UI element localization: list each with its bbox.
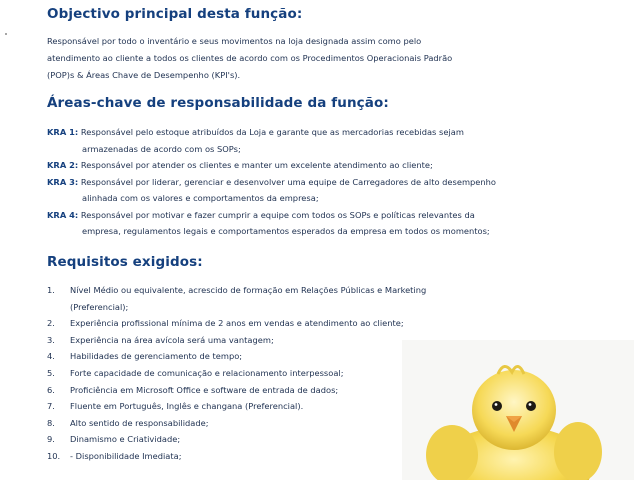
kra-item-3 <box>47 174 627 207</box>
kra-text: Responsável pelo estoque atribuídos da Loja e garante que as mercadorias recebidas sejam <box>80 127 464 137</box>
requirements-heading: Requisitos exigidos: <box>47 254 203 270</box>
objective-line: (POP)s & Áreas Chave de Desempenho (KPI's). <box>47 70 241 80</box>
kra-list <box>47 124 627 240</box>
kra-tag: KRA 4: <box>47 209 79 220</box>
requirement-text: - Disponibilidade Imediata; <box>70 450 182 461</box>
kra-tag: KRA 1: <box>47 127 79 137</box>
chick-eye-right <box>526 401 536 411</box>
requirement-text: Experiência na área avícola será uma vantagem; <box>70 334 274 345</box>
requirement-number: 1. <box>47 285 55 295</box>
objective-line: Responsável por todo o inventário e seus movimentos na loja designada assim como pelo <box>47 36 422 46</box>
requirement-item-continuation: (Preferencial); <box>70 301 129 312</box>
kra-item-2 <box>47 157 627 174</box>
kra-text: Responsável por motivar e fazer cumprir a equipe com todos os SOPs e políticas relevantes da <box>80 209 475 220</box>
requirement-number: 4. <box>47 351 55 362</box>
requirement-number: 8. <box>47 417 55 428</box>
chick-eye-left <box>492 401 502 411</box>
requirement-number: 9. <box>47 434 55 445</box>
requirement-number: 7. <box>47 401 55 412</box>
kra-text: Responsável por atender os clientes e manter um excelente atendimento ao cliente; <box>80 160 433 170</box>
kra-item-1 <box>47 124 627 157</box>
requirement-text: Habilidades de gerenciamento de tempo; <box>70 351 243 362</box>
requirement-text: Proficiência em Microsoft Office e software de entrada de dados; <box>70 384 339 395</box>
kra-text: armazenadas de acordo com os SOPs; <box>82 143 241 154</box>
requirement-text: Alto sentido de responsabilidade; <box>70 417 209 428</box>
kra-tag: KRA 2: <box>47 160 79 170</box>
chick-head <box>472 370 556 450</box>
requirement-item <box>47 315 607 332</box>
requirement-number: 2. <box>47 318 55 329</box>
requirement-number: 3. <box>47 334 55 345</box>
objective-heading: Objectivo principal desta função: <box>47 6 303 22</box>
requirement-number: 5. <box>47 367 55 378</box>
kra-text: alinhada com os valores e comportamentos da empresa; <box>82 193 319 203</box>
requirement-number: 10. <box>47 450 61 461</box>
kra-heading: Áreas-chave de responsabilidade da função: <box>47 95 389 111</box>
stray-dot <box>5 33 7 35</box>
requirement-text: Dinamismo e Criatividade; <box>70 434 181 445</box>
objective-line: atendimento ao cliente a todos os clientes de acordo com os Procedimentos Operacionais Padrão <box>47 53 453 63</box>
requirement-text: Nível Médio ou equivalente, acrescido de formação em Relações Públicas e Marketing <box>70 285 427 295</box>
kra-item-4 <box>47 207 627 240</box>
requirement-text: Forte capacidade de comunicação e relacionamento interpessoal; <box>70 367 344 378</box>
requirement-text: Fluente em Português, Inglês e changana (Preferencial). <box>70 401 304 412</box>
requirement-item <box>47 282 607 299</box>
kra-tag: KRA 3: <box>47 176 79 187</box>
requirement-number: 6. <box>47 384 55 395</box>
chick-wing-right <box>554 422 602 480</box>
objective-paragraph <box>47 33 452 84</box>
chick-image <box>402 340 634 480</box>
kra-text: empresa, regulamentos legais e comportamentos esperados da empresa em todos os momentos; <box>82 226 490 236</box>
kra-text: Responsável por liderar, gerenciar e desenvolver uma equipe de Carregadores de alto desempenho <box>80 176 496 187</box>
requirement-text: Experiência profissional mínima de 2 anos em vendas e atendimento ao cliente; <box>70 318 404 329</box>
